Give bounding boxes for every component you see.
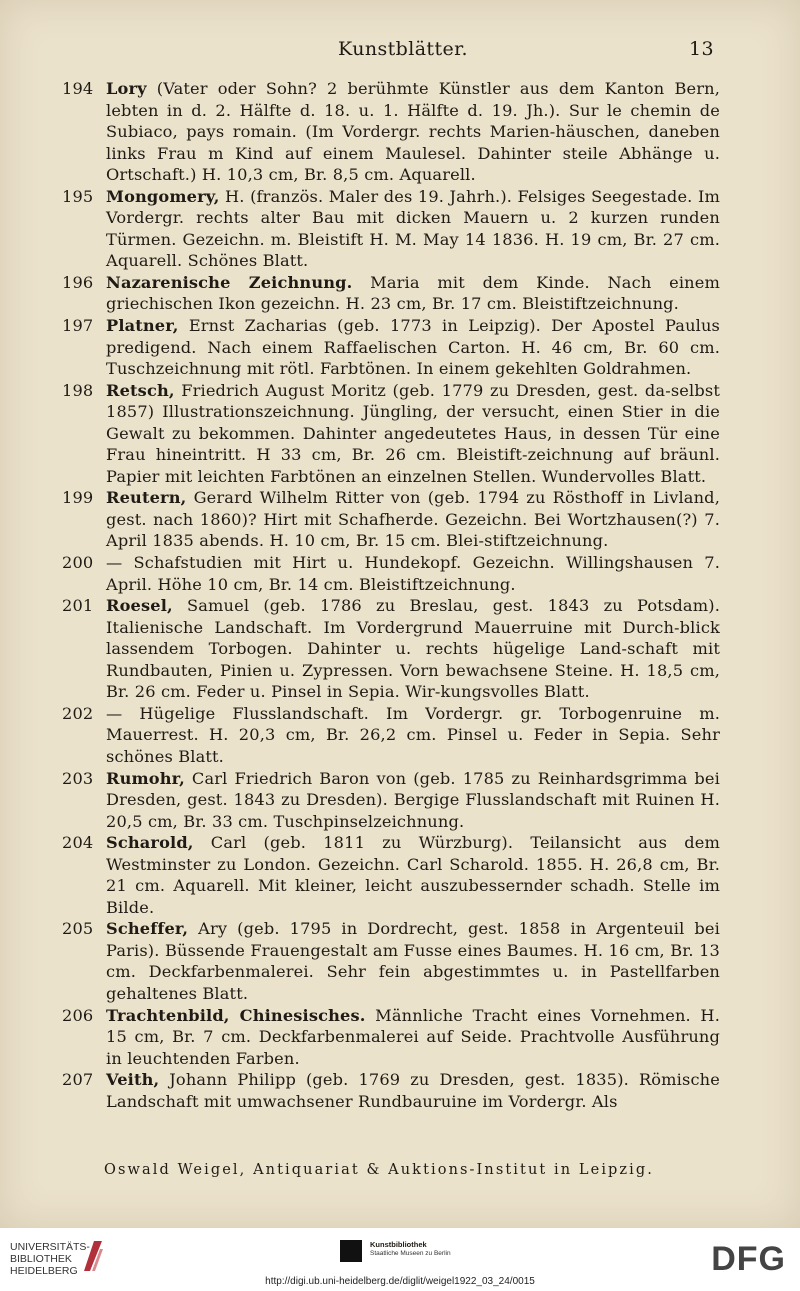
catalog-entry bbox=[62, 315, 720, 380]
entry-number: 202 bbox=[62, 703, 94, 723]
permalink-url[interactable]: http://digi.ub.uni-heidelberg.de/diglit/weigel1922_03_24/0015 bbox=[265, 1276, 535, 1287]
catalog-entry bbox=[62, 595, 720, 703]
entry-number: 199 bbox=[62, 488, 94, 508]
artist-name: Roesel, bbox=[106, 596, 173, 616]
catalog-entries bbox=[62, 78, 720, 1112]
page-header bbox=[92, 38, 714, 62]
entry-description: Carl (geb. 1811 zu Würzburg). Teilansicht aus dem Westminster zu London. Gezeichn. Carl Scharold. 1855. H. 26,8 cm, Br. 21 cm. Aquarell. Mit kleiner, leicht auszubessernder schadh. Stelle im Bilde. bbox=[106, 833, 720, 917]
artist-name: Scheffer, bbox=[106, 919, 189, 939]
catalog-entry bbox=[62, 768, 720, 833]
artist-name: Trachtenbild, Chinesisches. bbox=[106, 1005, 366, 1025]
artist-name: Reutern, bbox=[106, 488, 187, 508]
viewer-footer-bar bbox=[0, 1228, 800, 1291]
artist-name: Mongomery, bbox=[106, 186, 220, 206]
entry-number: 196 bbox=[62, 272, 94, 292]
entry-number: 207 bbox=[62, 1070, 94, 1090]
entry-number: 195 bbox=[62, 186, 94, 206]
entry-description: Samuel (geb. 1786 zu Breslau, gest. 1843 zu Potsdam). Italienische Landschaft. Im Vordergrund Mauerruine mit Durch-blick lassendem Torbogen. Dahinter u. rechts hügelige Land-schaft mit Rundbauten, Pinien u. Zypressen. Vorn bewachsene Steine. H. 18,5 cm, Br. 26 cm. Feder u. Pinsel in Sepia. Wir-kungsvolles Blatt. bbox=[106, 596, 720, 702]
artist-name: Lory bbox=[106, 79, 147, 98]
artist-name: Retsch, bbox=[106, 380, 175, 400]
entry-description: Johann Philipp (geb. 1769 zu Dresden, gest. 1835). Römische Landschaft mit umwachsener Rundbauruine im Vordergr. Als bbox=[106, 1070, 720, 1111]
entry-number: 203 bbox=[62, 768, 94, 788]
catalog-entry bbox=[62, 380, 720, 488]
artist-name: Platner, bbox=[106, 316, 179, 336]
publisher-footer: Oswald Weigel, Antiquariat & Auktions-Institut in Leipzig. bbox=[104, 1162, 655, 1178]
catalog-entry bbox=[62, 918, 720, 1004]
entry-number: 194 bbox=[62, 79, 94, 98]
entry-description: Ary (geb. 1795 in Dordrecht, gest. 1858 in Argenteuil bei Paris). Büssende Frauengestalt am Fusse eines Baumes. H. 16 cm, Br. 13 cm. Deckfarbenmalerei. Sehr fein abgestimmtes u. in Pastellfarben gehaltenes Blatt. bbox=[106, 919, 720, 1003]
university-line-1: UNIVERSITÄTS- bbox=[10, 1241, 90, 1253]
entry-description: Gerard Wilhelm Ritter von (geb. 1794 zu Rösthoff in Livland, gest. nach 1860)? Hirt mit Schafherde. Gezeichn. Bei Wortzhausen(?) 7. April 1835 abends. H. 10 cm, Br. 15 cm. Blei-stiftzeichnung. bbox=[106, 488, 720, 551]
artist-name: Nazarenische Zeichnung. bbox=[106, 272, 353, 292]
artist-name: Rumohr, bbox=[106, 768, 185, 788]
entry-number: 201 bbox=[62, 596, 94, 616]
kunstbibliothek-mark-icon bbox=[340, 1240, 362, 1262]
catalog-entry bbox=[62, 832, 720, 918]
kunstbibliothek-name: Kunstbibliothek bbox=[370, 1240, 427, 1249]
kunstbibliothek-subtitle: Staatliche Museen zu Berlin bbox=[370, 1250, 451, 1257]
entry-number: 204 bbox=[62, 833, 94, 853]
entry-number: 198 bbox=[62, 380, 94, 400]
catalog-entry bbox=[62, 552, 720, 595]
page-number: 13 bbox=[689, 38, 714, 60]
entry-number: 205 bbox=[62, 919, 94, 939]
entry-description: Carl Friedrich Baron von (geb. 1785 zu Reinhardsgrimma bei Dresden, gest. 1843 zu Dresden). Bergige Flusslandschaft mit Ruinen H. 20,5 cm, Br. 33 cm. Tuschpinselzeichnung. bbox=[106, 768, 720, 831]
entry-description: — Hügelige Flusslandschaft. Im Vordergr. gr. Torbogenruine m. Mauerrest. H. 20,3 cm, Br. 26,2 cm. Pinsel u. Feder in Sepia. Sehr schönes Blatt. bbox=[106, 703, 720, 766]
entry-number: 197 bbox=[62, 316, 94, 336]
entry-description: (Vater oder Sohn? 2 berühmte Künstler aus dem Kanton Bern, lebten in d. 2. Hälfte d. 18. u. 1. Hälfte d. 19. Jh.). Sur le chemin de Subiaco, pays romain. (Im Vordergr. rechts Marien-häuschen, daneben links Frau m Kind auf einem Maulesel. Dahinter steile Abhänge u. Ortschaft.) H. 10,3 cm, Br. 8,5 cm. Aquarell. bbox=[106, 79, 720, 185]
university-line-3: HEIDELBERG bbox=[10, 1265, 78, 1277]
page-title: Kunstblätter. bbox=[338, 38, 468, 60]
heidelberg-emblem-icon bbox=[82, 1239, 104, 1273]
catalog-entry bbox=[62, 703, 720, 768]
university-line-2: BIBLIOTHEK bbox=[10, 1253, 72, 1265]
entry-description: Maria mit dem Kinde. Nach einem griechischen Ikon gezeichn. H. 23 cm, Br. 17 cm. Bleistiftzeichnung. bbox=[106, 272, 720, 314]
entry-number: 200 bbox=[62, 553, 94, 573]
catalog-entry bbox=[62, 272, 720, 315]
artist-name: Scharold, bbox=[106, 833, 194, 853]
entry-description: Ernst Zacharias (geb. 1773 in Leipzig). Der Apostel Paulus predigend. Nach einem Raffaelischen Carton. H. 46 cm, Br. 60 cm. Tuschzeichnung mit rötl. Farbtönen. In einem gekehlten Goldrahmen. bbox=[106, 316, 720, 379]
catalog-entry bbox=[62, 1005, 720, 1070]
artist-name: Veith, bbox=[106, 1070, 160, 1090]
catalog-entry bbox=[62, 186, 720, 272]
entry-description: — Schafstudien mit Hirt u. Hundekopf. Gezeichn. Willingshausen 7. April. Höhe 10 cm, Br. 14 cm. Bleistiftzeichnung. bbox=[106, 553, 720, 594]
entry-description: H. (französ. Maler des 19. Jahrh.). Felsiges Seegestade. Im Vordergr. rechts alter Bau mit dicken Mauern u. 2 kurzen runden Türmen. Gezeichn. m. Bleistift H. M. May 14 1836. H. 19 cm, Br. 27 cm. Aquarell. Schönes Blatt. bbox=[106, 186, 720, 271]
entry-number: 206 bbox=[62, 1005, 94, 1025]
entry-description: Männliche Tracht eines Vornehmen. H. 15 cm, Br. 7 cm. Deckfarbenmalerei auf Seide. Prachtvolle Ausführung in leuchtenden Farben. bbox=[106, 1005, 720, 1068]
entry-description: Friedrich August Moritz (geb. 1779 zu Dresden, gest. da-selbst 1857) Illustrationszeichnung. Jüngling, der versucht, einen Stier in die Gewalt zu bekommen. Dahinter angedeutetes Haus, in dessen Tür eine Frau hineintritt. H 33 cm, Br. 26 cm. Bleistift-zeichnung auf bräunl. Papier mit leichten Farbtönen an einzelnen Stellen. Wundervolles Blatt. bbox=[106, 380, 720, 486]
university-library-logo[interactable] bbox=[10, 1241, 90, 1277]
dfg-logo[interactable]: DFG bbox=[711, 1240, 786, 1278]
catalog-entry bbox=[62, 487, 720, 552]
catalog-entry bbox=[62, 78, 720, 186]
catalog-entry bbox=[62, 1069, 720, 1112]
